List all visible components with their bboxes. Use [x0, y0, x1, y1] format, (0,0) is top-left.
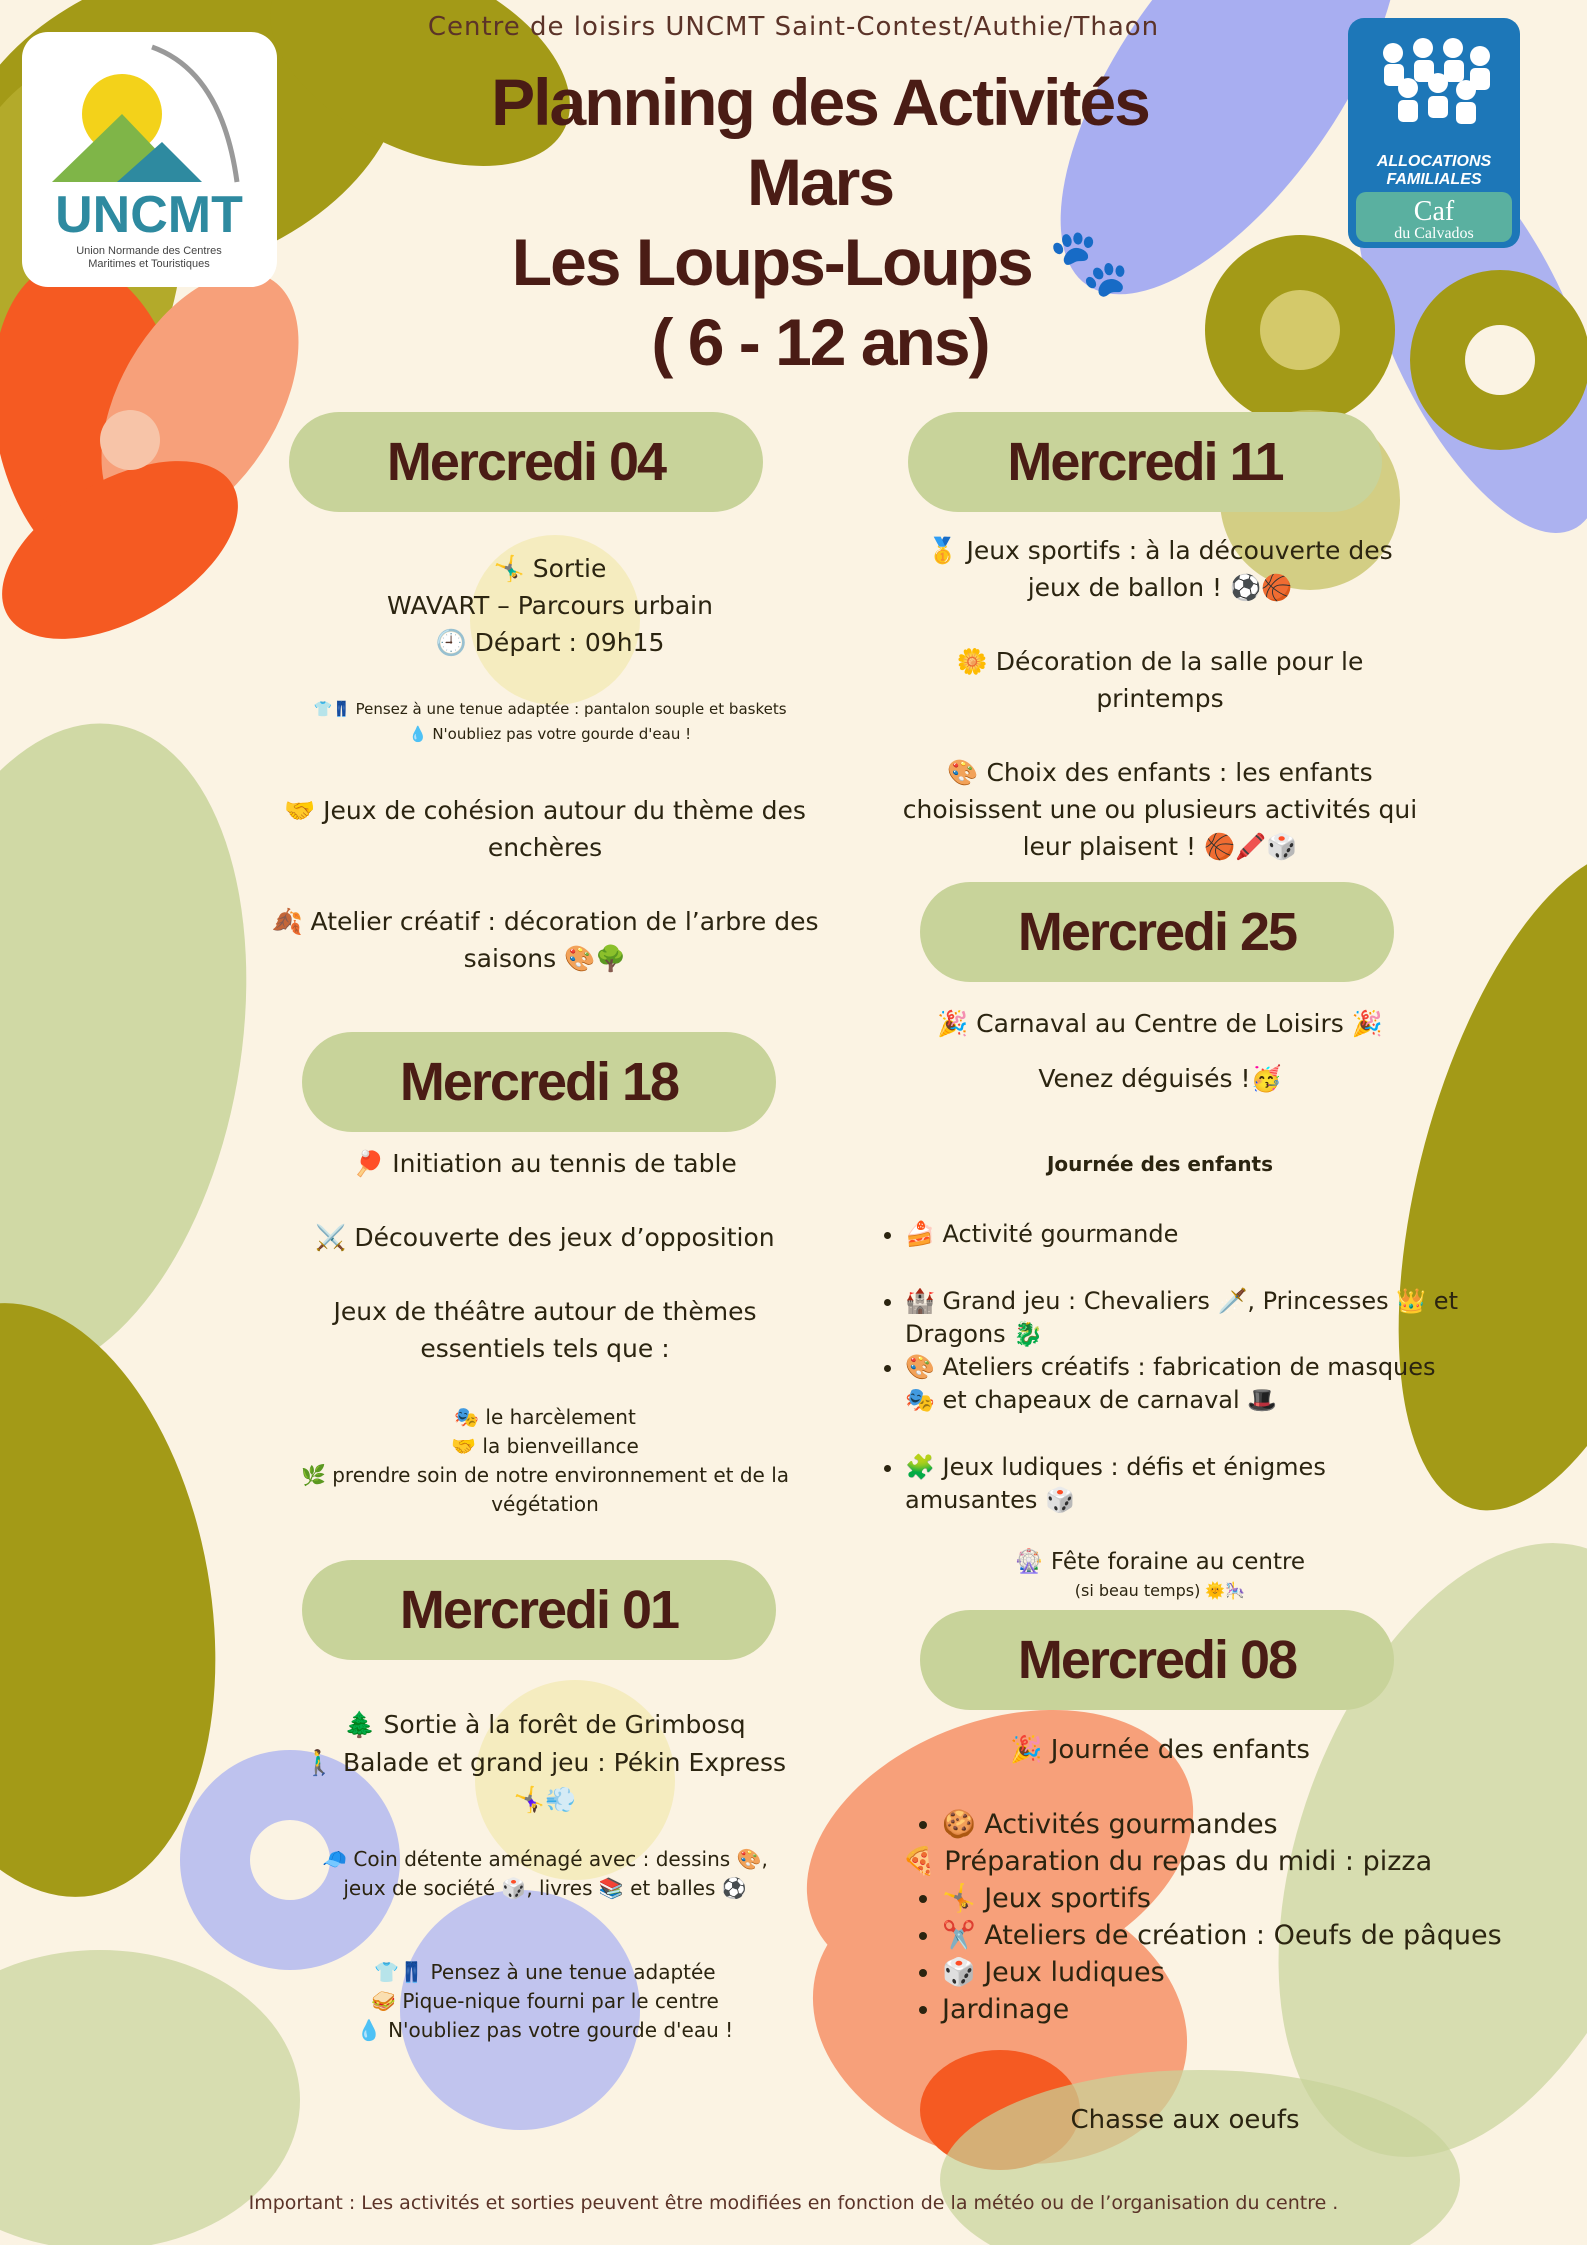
caf-line-4: du Calvados	[1394, 225, 1474, 242]
uncmt-logo-subtitle-1: Union Normande des Centres	[76, 245, 222, 257]
title-line-1: Planning des Activités	[491, 65, 1149, 139]
day-25-carnival: 🎉 Carnaval au Centre de Loisirs 🎉	[937, 1009, 1383, 1038]
page-title	[300, 62, 1340, 382]
day-11-activity-3: 🎨 Choix des enfants : les enfants choisissent une ou plusieurs activités qui leur plaisent ! 🏀🖍️🎲	[902, 758, 1418, 861]
day-08-intro: 🎉 Journée des enfants	[1010, 1735, 1310, 1765]
day-04-activity-1: 🤝 Jeux de cohésion autour du thème des enchères	[284, 796, 806, 862]
list-item: • 🍪 Activités gourmandes	[942, 1806, 1502, 1843]
day-01-note-1: 🧢 Coin détente aménagé avec : dessins 🎨, jeux de société 🎲, livres 📚 et balles ⚽	[322, 1847, 768, 1900]
day-25-fete-note: (si beau temps) 🌞🎠	[1074, 1581, 1246, 1600]
day-18-theme-3: 🌿 prendre soin de notre environnement et de la végétation	[300, 1463, 790, 1516]
list-item: • 🤸 Jeux sportifs	[942, 1880, 1502, 1917]
uncmt-logo-name: UNCMT	[55, 186, 243, 244]
list-item: • 🎨 Ateliers créatifs : fabrication de masques 🎭 et chapeaux de carnaval 🎩	[905, 1351, 1465, 1417]
list-item: • 🎲 Jeux ludiques	[942, 1954, 1502, 1991]
day-header-mercredi-25: Mercredi 25	[920, 882, 1394, 982]
footer-note: Important : Les activités et sorties peuvent être modifiées en fonction de la météo ou de l’organisation du centre .	[248, 2192, 1339, 2214]
day-04-line-3: 🕘 Départ : 09h15	[435, 628, 665, 657]
caf-line-2: FAMILIALES	[1386, 171, 1482, 188]
caf-logo-mark	[1348, 18, 1520, 248]
day-25-heading: Journée des enfants	[1046, 1152, 1274, 1176]
day-18-activity-2: ⚔️ Découverte des jeux d’opposition	[315, 1223, 775, 1252]
day-18-activity-1: 🏓 Initiation au tennis de table	[353, 1149, 737, 1178]
day-01-activity-1: 🌲 Sortie à la forêt de Grimbosq	[344, 1710, 746, 1739]
day-header-mercredi-18: Mercredi 18	[302, 1032, 776, 1132]
organization-name: Centre de loisirs UNCMT Saint-Contest/Authie/Thaon	[427, 12, 1160, 42]
list-item: • 🍰 Activité gourmande	[905, 1218, 1465, 1251]
day-04-activity-2: 🍂 Atelier créatif : décoration de l’arbre des saisons 🎨🌳	[271, 907, 819, 973]
day-01-notes	[300, 1958, 790, 2045]
day-08-outro: Chasse aux oeufs	[1070, 2105, 1300, 2135]
day-header-mercredi-01: Mercredi 01	[302, 1560, 776, 1660]
caf-line-3: Caf	[1413, 196, 1455, 227]
list-item: • ✂️ Ateliers de création : Oeufs de pâques	[942, 1917, 1502, 1954]
day-25-fete: 🎡 Fête foraine au centre	[1014, 1549, 1306, 1575]
day-header-mercredi-04: Mercredi 04	[289, 412, 763, 512]
day-01-note-2: 👕👖 Pensez à une tenue adaptée	[374, 1960, 716, 1984]
list-item: 🍕 Préparation du repas du midi : pizza	[902, 1846, 1433, 1877]
uncmt-logo-subtitle-2: Maritimes et Touristiques	[88, 258, 210, 270]
day-25-costume: Venez déguisés !🥳	[1038, 1064, 1282, 1093]
day-25-list	[875, 1218, 1465, 1551]
day-04-line-2: WAVART – Parcours urbain	[387, 591, 713, 620]
caf-logo	[1348, 18, 1520, 248]
day-18-activity-3: Jeux de théâtre autour de thèmes essentiels tels que :	[333, 1297, 757, 1363]
list-item: • 🏰 Grand jeu : Chevaliers 🗡️, Princesses 👑 et Dragons 🐉	[905, 1285, 1465, 1351]
day-18-theme-2: 🤝 la bienveillance	[451, 1434, 639, 1458]
title-line-4: ( 6 - 12 ans)	[651, 305, 989, 379]
day-04-outing	[300, 550, 800, 661]
day-18-themes	[280, 1403, 810, 1519]
day-11-activity-2: 🌼 Décoration de la salle pour le printemps	[956, 647, 1364, 713]
day-11-activity-1: 🥇 Jeux sportifs : à la découverte des jeux de ballon ! ⚽🏀	[927, 536, 1393, 602]
day-04-note-1: 👕👖 Pensez à une tenue adaptée : pantalon souple et baskets	[313, 700, 787, 718]
day-04-note-2: 💧 N'oubliez pas votre gourde d'eau !	[408, 725, 692, 743]
caf-line-1: ALLOCATIONS	[1376, 153, 1492, 170]
day-04-notes	[280, 697, 820, 747]
day-header-mercredi-08: Mercredi 08	[920, 1610, 1394, 1710]
uncmt-logo-mark	[22, 32, 277, 287]
list-item: • Jardinage	[942, 1991, 1502, 2028]
day-18-theme-1: 🎭 le harcèlement	[454, 1405, 636, 1429]
title-line-3: Les Loups-Loups 🐾	[511, 225, 1129, 299]
uncmt-logo	[22, 32, 277, 287]
day-01-note-3: 🥪 Pique-nique fourni par le centre	[371, 1989, 719, 2013]
day-08-list	[902, 1806, 1502, 2028]
day-header-mercredi-11: Mercredi 11	[908, 412, 1382, 512]
list-item: • 🧩 Jeux ludiques : défis et énigmes amusantes 🎲	[905, 1451, 1465, 1517]
day-04-line-1: 🤸‍♂️ Sortie	[493, 554, 607, 583]
title-line-2: Mars	[746, 145, 894, 219]
day-01-activity-2: 🚶‍♂️ Balade et grand jeu : Pékin Express 🤸‍♀️💨	[303, 1748, 787, 1814]
day-01-note-4: 💧 N'oubliez pas votre gourde d'eau !	[356, 2018, 734, 2042]
